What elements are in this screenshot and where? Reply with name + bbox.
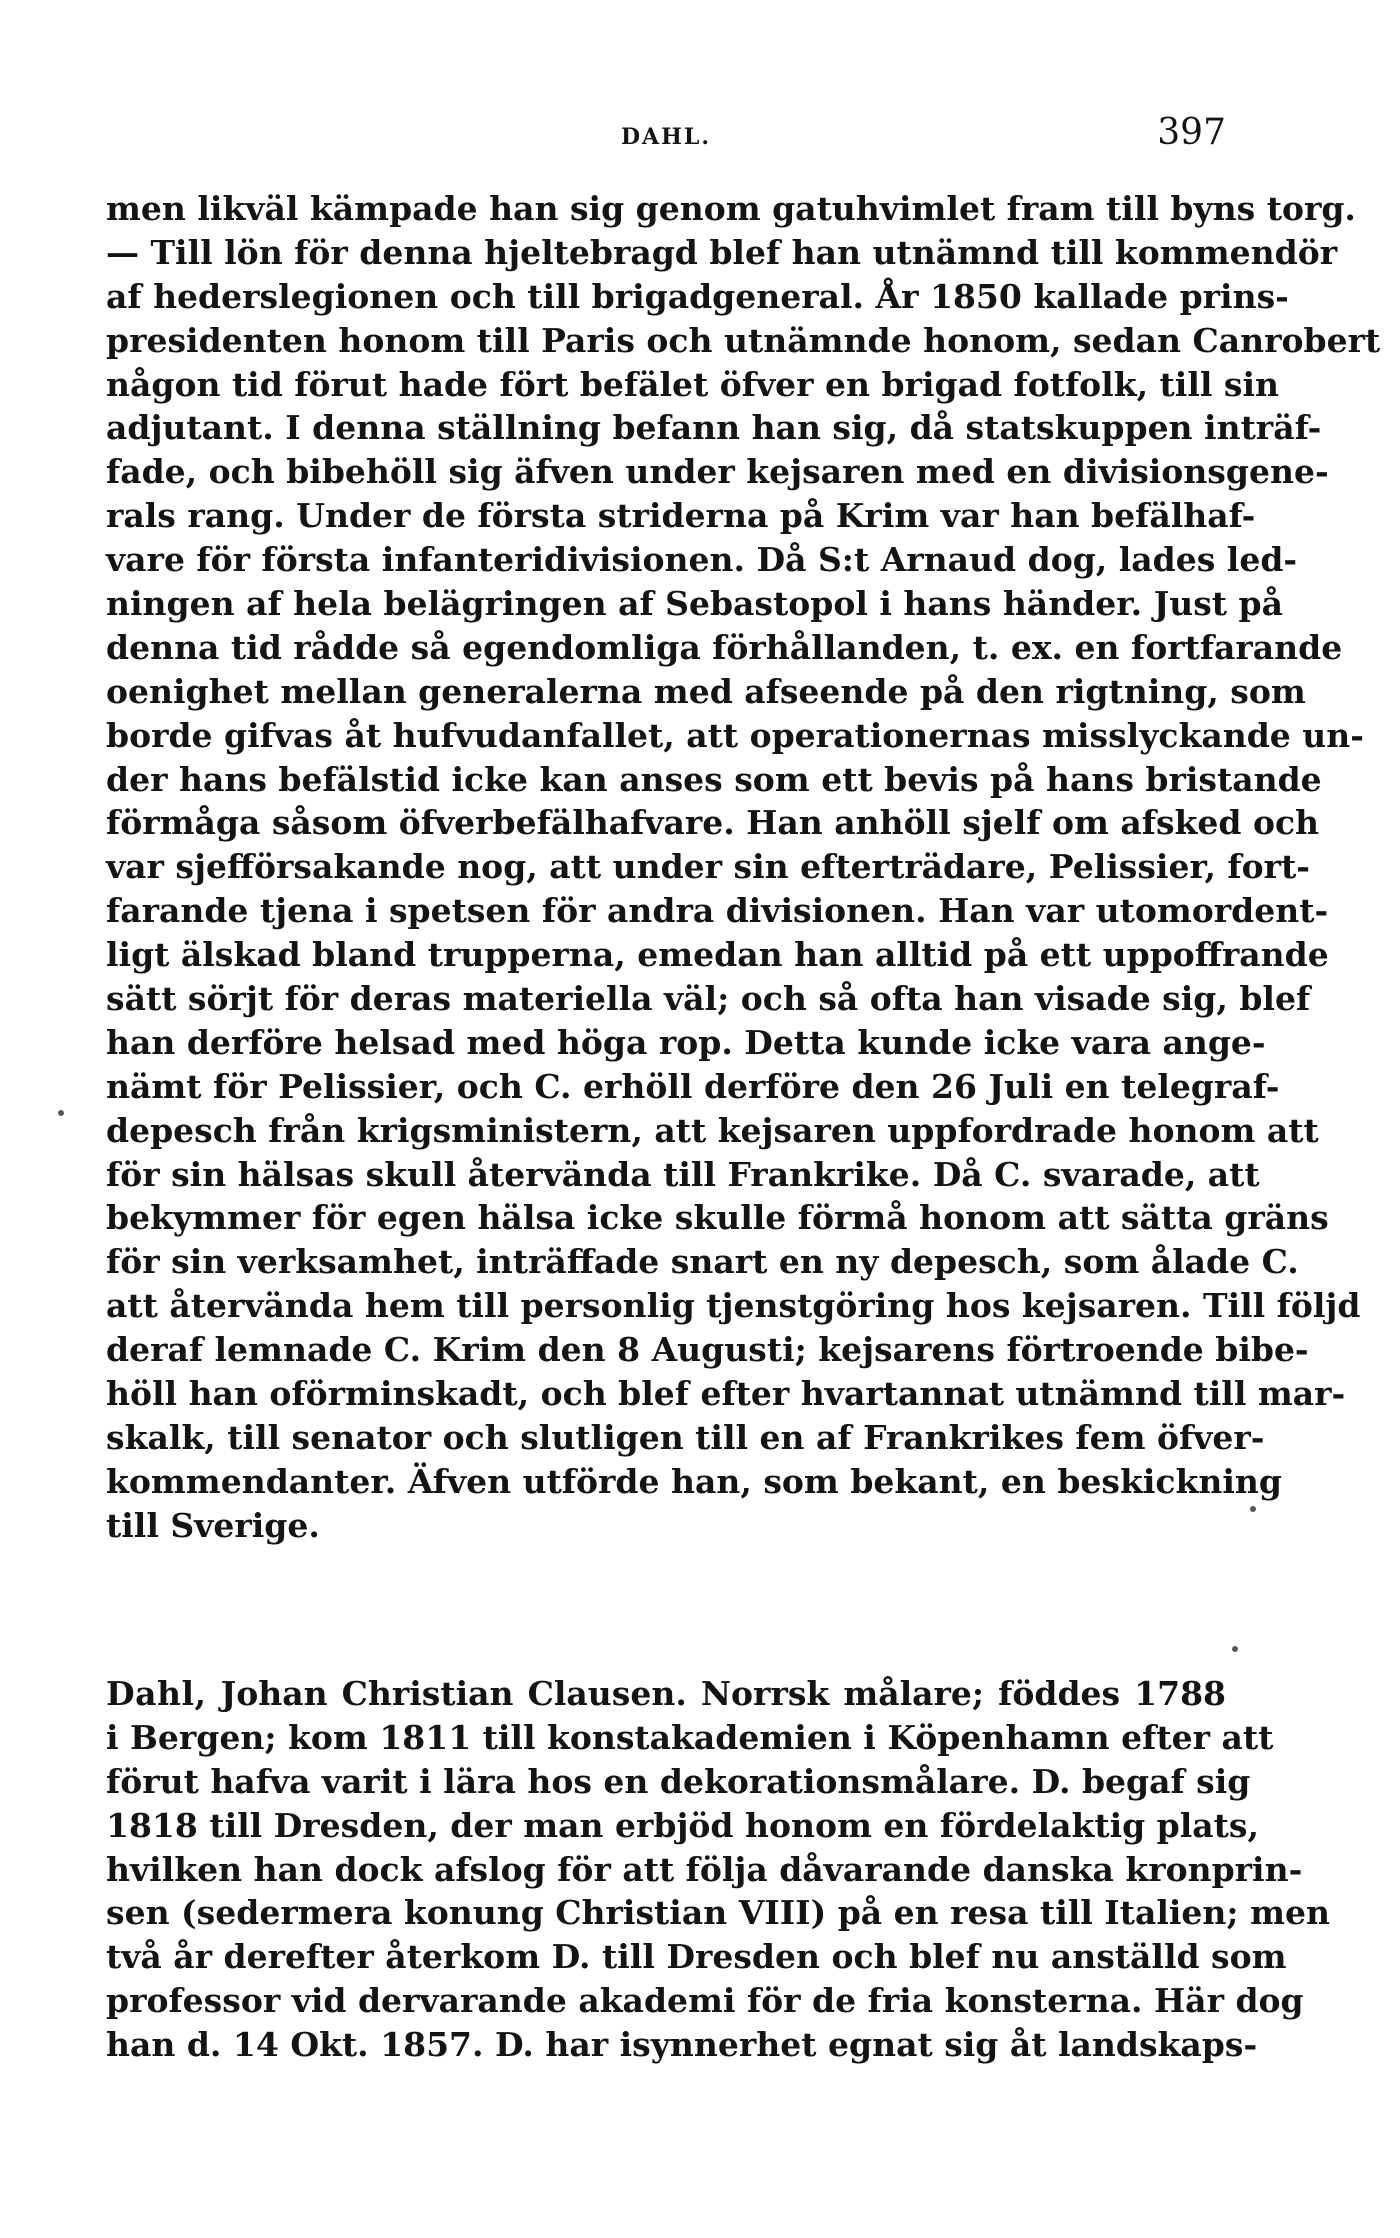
running-head [106,112,1226,152]
text-line: farande tjena i spetsen för andra divisionen. Han var utomordent- [106,891,1329,931]
text-line: oenighet mellan generalerna med afseende på den rigtning, som [106,671,1306,711]
entry-first-line-text: Johan Christian Clausen. Norrsk målare; föddes 1788 [206,1674,1226,1713]
text-line: för sin hälsas skull återvända till Frankrike. Då C. svarade, att [106,1154,1260,1194]
text-line: presidenten honom till Paris och utnämnde honom, sedan Canrobert [106,320,1381,360]
text-line: depesch från krigsministern, att kejsaren uppfordrade honom att [106,1110,1319,1150]
text-line: förut hafva varit i lära hos en dekorationsmålare. D. begaf sig [106,1761,1251,1801]
text-line: skalk, till senator och slutligen till en af Frankrikes fem öfver- [106,1417,1265,1457]
text-line: hvilken han dock afslog för att följa dåvarande danska kronprin- [106,1849,1303,1889]
text-line: kommendanter. Äfven utförde han, som bekant, en beskickning [106,1461,1282,1501]
page-number: 397 [1157,112,1226,153]
text-line: sen (sedermera konung Christian VIII) på en resa till Italien; men [106,1893,1330,1933]
entry-headword: Dahl, [106,1674,207,1713]
text-line: rals rang. Under de första striderna på Krim var han befälhaf- [106,496,1256,536]
running-title: DAHL. [620,124,712,150]
margin-speck [1232,1646,1238,1652]
text-line: vare för första infanteridivisionen. Då S:t Arnaud dog, lades led- [106,540,1298,580]
margin-speck [58,1110,64,1116]
entry-continued-text [106,187,1381,1548]
text-line: denna tid rådde så egendomliga förhållanden, t. ex. en fortfarande [106,627,1343,667]
entry-dahl [106,1672,1330,2067]
text-line: till Sverige. [106,1505,320,1545]
text-line: adjutant. I denna ställning befann han sig, då statskuppen inträf- [106,408,1322,448]
text-line: i Bergen; kom 1811 till konstakademien i Köpenhamn efter att [106,1717,1274,1757]
text-line: han derföre helsad med höga rop. Detta kunde icke vara ange- [106,1022,1266,1062]
text-line: ningen af hela belägringen af Sebastopol i hans händer. Just på [106,584,1283,624]
margin-speck [1250,1506,1256,1512]
text-line: sätt sörjt för deras materiella väl; och så ofta han visade sig, blef [106,979,1311,1019]
text-line: professor vid dervarande akademi för de fria konsterna. Här dog [106,1981,1304,2021]
text-line: han d. 14 Okt. 1857. D. har isynnerhet egnat sig åt landskaps- [106,2025,1258,2065]
text-line: nämt för Pelissier, och C. erhöll derföre den 26 Juli en telegraf- [106,1066,1280,1106]
text-line: för sin verksamhet, inträffade snart en ny depesch, som ålade C. [106,1242,1299,1282]
text-line: någon tid förut hade fört befälet öfver en brigad fotfolk, till sin [106,364,1279,404]
text-line: af hederslegionen och till brigadgeneral. År 1850 kallade prins- [106,276,1289,316]
text-line: borde gifvas åt hufvudanfallet, att operationernas misslyckande un- [106,715,1364,755]
text-line: var sjefförsakande nog, att under sin efterträdare, Pelissier, fort- [106,847,1310,887]
text-line: att återvända hem till personlig tjenstgöring hos kejsaren. Till följd [106,1286,1361,1326]
text-line: fade, och bibehöll sig äfven under kejsaren med en divisionsgene- [106,452,1329,492]
text-line: — Till lön för denna hjeltebragd blef han utnämnd till kommendör [106,232,1338,272]
text-line: deraf lemnade C. Krim den 8 Augusti; kejsarens förtroende bibe- [106,1330,1309,1370]
entry-first-line [106,1672,1226,1716]
text-line: förmåga såsom öfverbefälhafvare. Han anhöll sjelf om afsked och [106,803,1320,843]
text-line: der hans befälstid icke kan anses som ett bevis på hans bristande [106,759,1322,799]
text-line: men likväl kämpade han sig genom gatuhvimlet fram till byns torg. [106,189,1356,228]
text-line: två år derefter återkom D. till Dresden och blef nu anställd som [106,1937,1287,1977]
text-line: höll han oförminskadt, och blef efter hvartannat utnämnd till mar- [106,1374,1346,1414]
text-line: bekymmer för egen hälsa icke skulle förmå honom att sätta gräns [106,1198,1329,1238]
text-line: ligt älskad bland trupperna, emedan han alltid på ett uppoffrande [106,935,1329,975]
text-line: 1818 till Dresden, der man erbjöd honom en fördelaktig plats, [106,1805,1259,1845]
